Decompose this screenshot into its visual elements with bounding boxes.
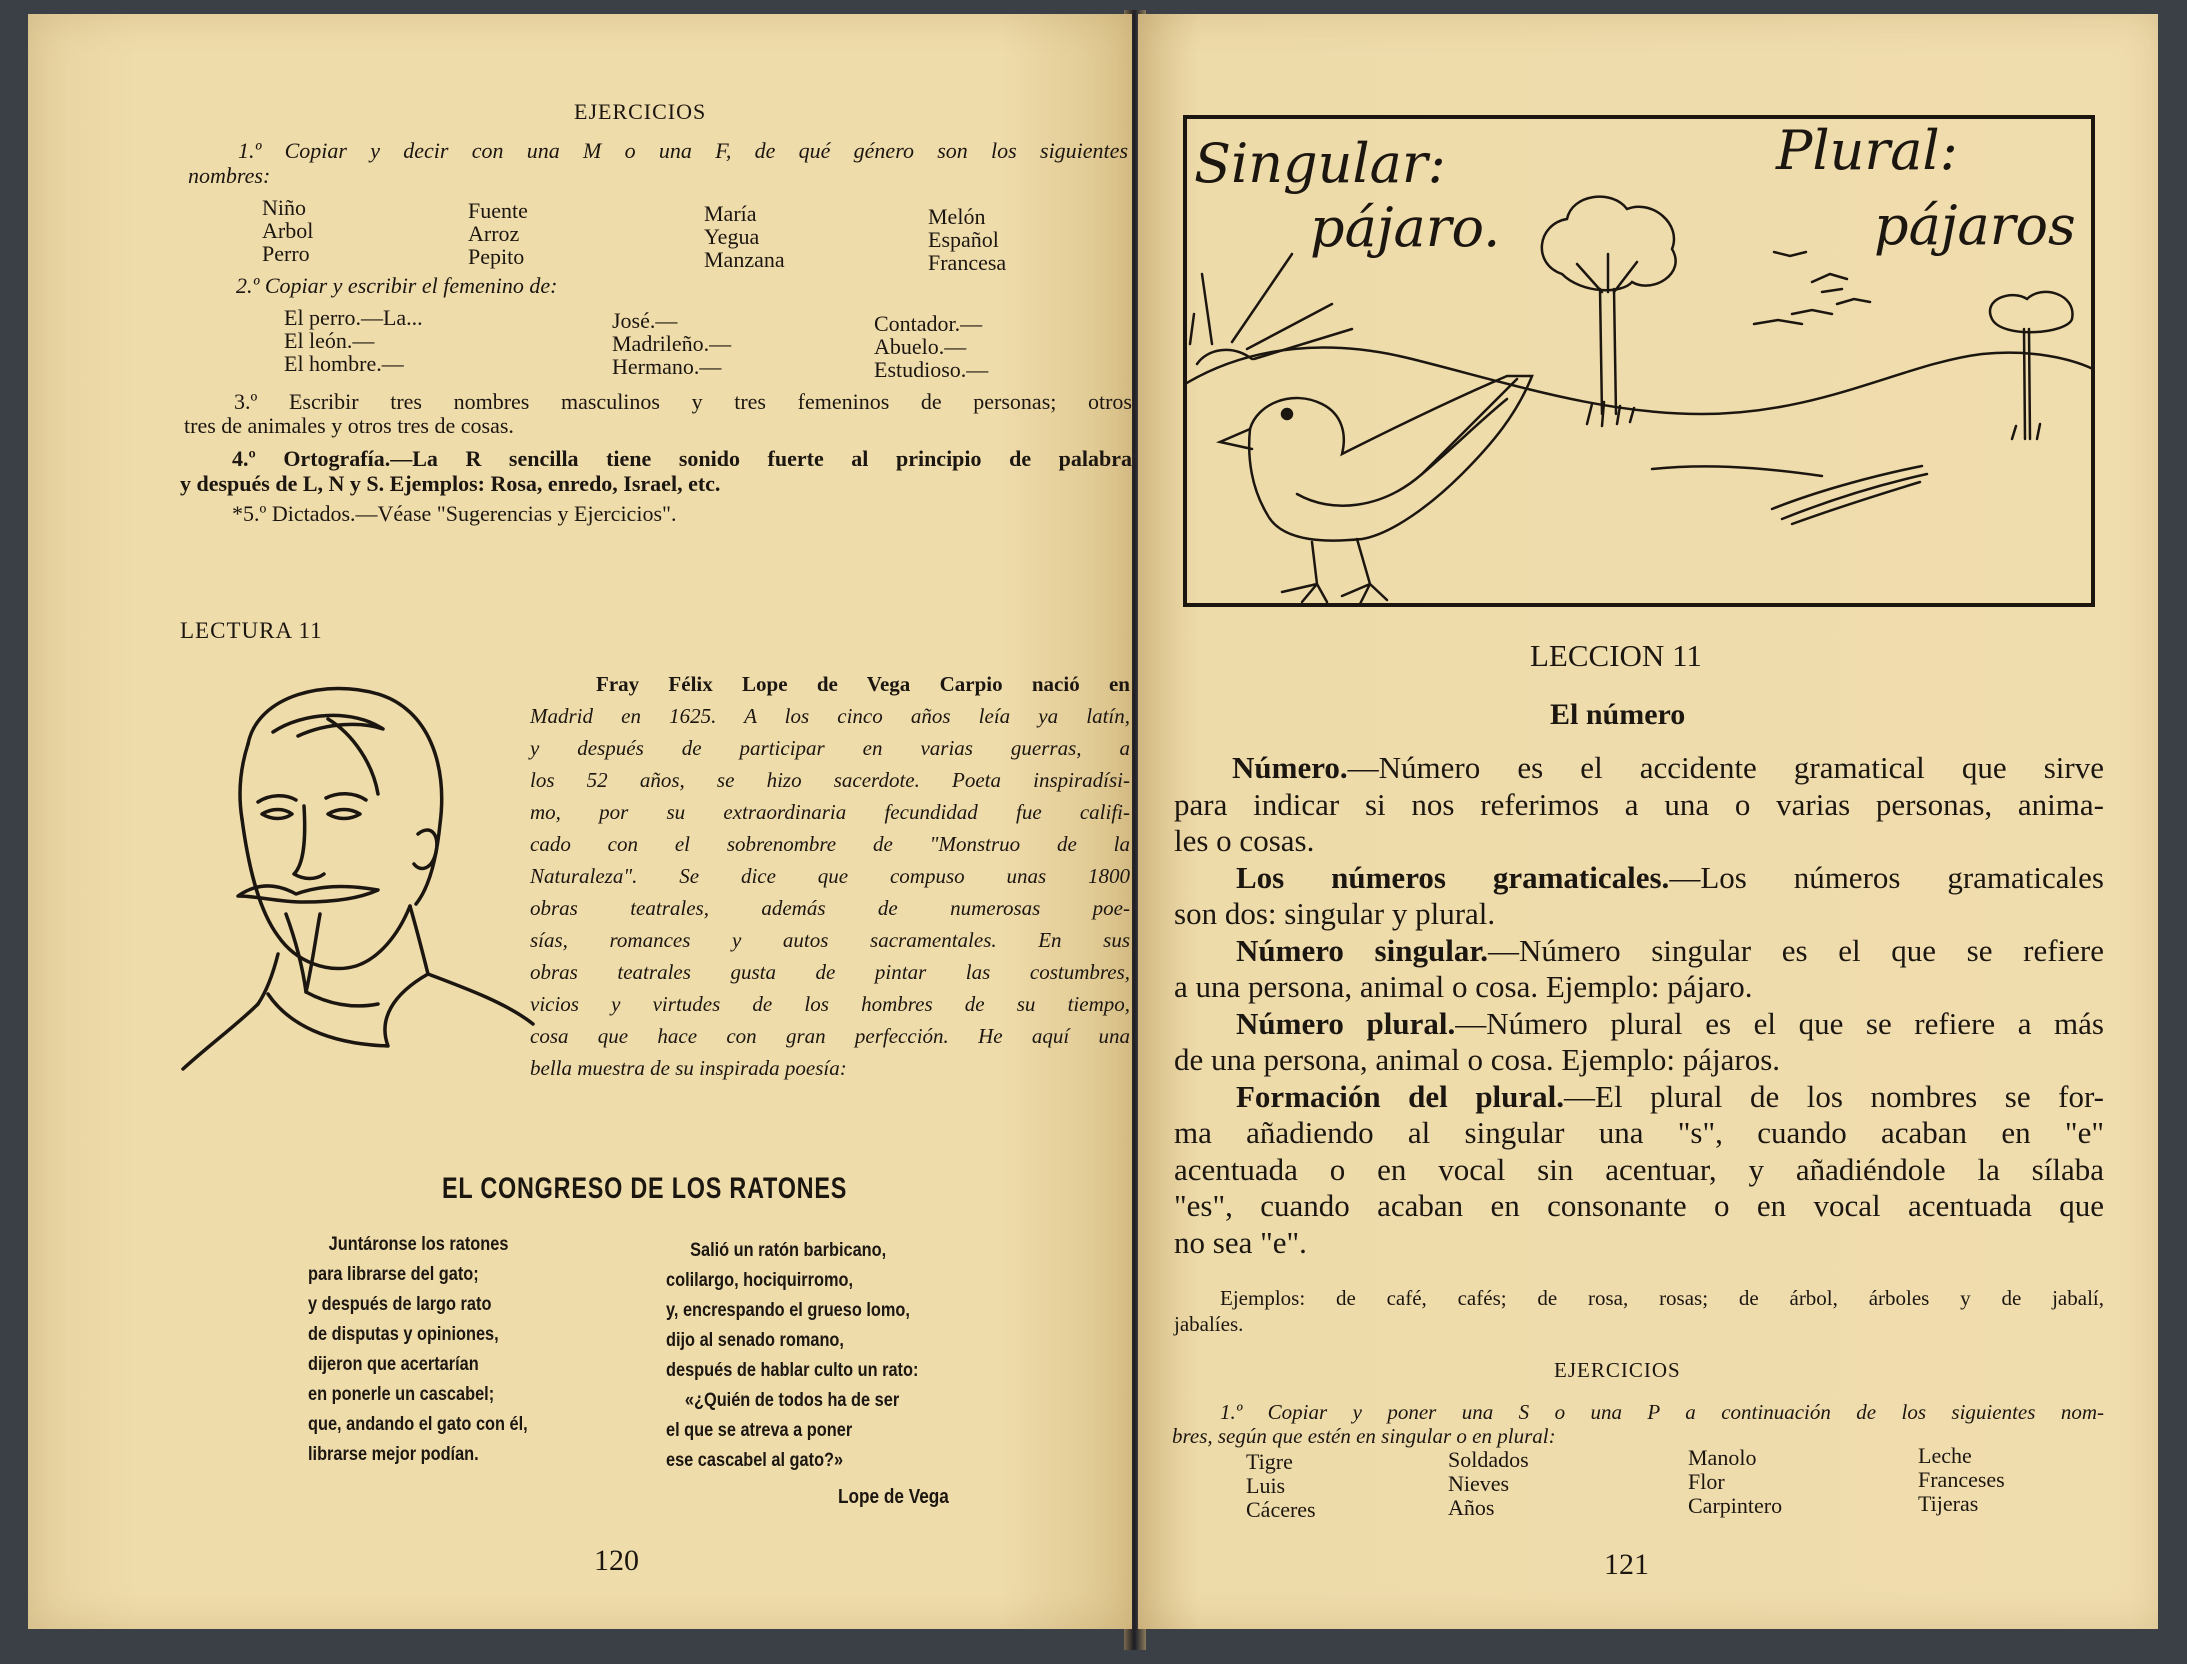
right-exercise-column-4 [1918, 1444, 2005, 1516]
exercise-2-line-1: 2.º Copiar y escribir el femenino de: [236, 273, 558, 298]
term-numero-singular: Número singular. [1236, 932, 1488, 968]
text: —Número singular es el que se refiere [1488, 932, 2104, 968]
poem-line: en ponerle un cascabel; [308, 1384, 495, 1405]
bio-line: obras teatrales, además de numerosas poe- [530, 896, 1130, 920]
term-numeros-gramaticales: Los números gramaticales. [1236, 859, 1670, 895]
poem-line: librarse mejor podían. [308, 1444, 479, 1465]
term-numero: Número. [1232, 750, 1348, 785]
bio-line: vicios y virtudes de los hombres de su tiempo, [530, 992, 1130, 1016]
text-line: les o cosas. [1174, 823, 1315, 858]
text-line: de una persona, animal o cosa. Ejemplo: pájaros. [1174, 1042, 1781, 1077]
paragraph-numeros-gramaticales [1174, 860, 2104, 897]
poem-line: que, andando el gato con él, [308, 1414, 528, 1435]
right-page [1138, 14, 2158, 1629]
word: El león.— [284, 328, 375, 353]
biography-paragraph [530, 668, 1130, 1084]
word: Arroz [468, 221, 520, 246]
bio-line [530, 668, 1130, 700]
word: Abuelo.— [874, 334, 967, 359]
right-exercise-1-line-2: bres, según que estén en singular o en plural: [1172, 1424, 1556, 1448]
word: Franceses [1918, 1467, 2005, 1492]
poem-line: y, encrespando el grueso lomo, [666, 1300, 910, 1321]
poem-line: de disputas y opiniones, [308, 1324, 499, 1345]
singular-label: Singular: [1194, 132, 1446, 195]
bio-line: obras teatrales gusta de pintar las costumbres, [530, 960, 1130, 984]
bio-line: Madrid en 1625. A los cinco años leía ya latín, [530, 704, 1130, 728]
page-number-right: 121 [1604, 1548, 1649, 1581]
word: Niño [262, 195, 306, 220]
right-exercise-column-2 [1448, 1448, 1529, 1520]
text: —El plural de los nombres se for- [1564, 1078, 2104, 1114]
poem-line: dijeron que acertarían [308, 1354, 479, 1375]
word: Hermano.— [612, 354, 722, 379]
exercise-1-column-4 [928, 205, 1006, 274]
exercise-5-line-1: *5.º Dictados.—Véase "Sugerencias y Ejercicios". [232, 501, 677, 526]
word: El perro.—La... [284, 305, 423, 330]
text-line: para indicar si nos referimos a una o varias personas, anima- [1174, 786, 2104, 822]
text-line: no sea "e". [1174, 1224, 1307, 1260]
right-exercise-1-line-1: 1.º Copiar y poner una S o una P a continuación de los siguientes nom- [1220, 1400, 2104, 1424]
word: Cáceres [1246, 1497, 1316, 1522]
singular-word: pájaro. [1310, 196, 1501, 259]
exercise-2-column-2 [612, 309, 731, 378]
poem-line: ese cascabel al gato?» [666, 1450, 844, 1471]
exercise-3-line-2: tres de animales y otros tres de cosas. [184, 413, 514, 438]
word: Flor [1688, 1469, 1725, 1494]
poem-title: EL CONGRESO DE LOS RATONES [442, 1172, 848, 1205]
examples-line-2: jabalíes. [1174, 1312, 1244, 1336]
poem-line: colilargo, hociquirromo, [666, 1270, 854, 1291]
exercise-1-line-2: nombres: [188, 163, 271, 188]
word: Estudioso.— [874, 357, 989, 382]
word: Leche [1918, 1443, 1972, 1468]
text-line: acentuada o en vocal sin acentuar, y añadiéndole la sílaba [1174, 1151, 2104, 1187]
paragraph-numero [1174, 750, 2104, 787]
word: Tijeras [1918, 1491, 1979, 1516]
bio-line: mo, por su extraordinaria fecundidad fue califi- [530, 800, 1130, 824]
word: Manzana [704, 247, 785, 272]
poem-line: Salió un ratón barbicano, [690, 1240, 887, 1261]
exercises-heading-right: EJERCICIOS [1554, 1358, 1681, 1382]
examples-line-1: Ejemplos: de café, cafés; de rosa, rosas; de árbol, árboles y de jabalí, [1220, 1286, 2104, 1310]
plural-label: Plural: [1776, 119, 1958, 182]
bio-line: y después de participar en varias guerras, a [530, 736, 1130, 760]
word: Español [928, 227, 999, 252]
lesson-title: LECCION 11 [1530, 638, 1702, 673]
word: Carpintero [1688, 1493, 1783, 1518]
word: Soldados [1448, 1447, 1529, 1472]
word: Años [1448, 1495, 1495, 1520]
word: Luis [1246, 1473, 1286, 1498]
poem-line: dijo al senado romano, [666, 1330, 844, 1351]
exercise-2-column-1 [284, 306, 423, 375]
word: El hombre.— [284, 351, 404, 376]
exercise-1-column-3 [704, 202, 785, 271]
word: José.— [612, 308, 678, 333]
word: Francesa [928, 250, 1007, 275]
bio-line: bella muestra de su inspirada poesía: [530, 1056, 847, 1080]
paragraph-numero-plural [1174, 1006, 2104, 1043]
poem-author: Lope de Vega [838, 1486, 949, 1508]
word: Yegua [704, 224, 760, 249]
text-line: "es", cuando acaban en consonante o en vocal acentuada que [1174, 1188, 2104, 1223]
poem-right-stanza [666, 1236, 918, 1476]
exercise-1-column-1 [262, 196, 313, 265]
text: —Número es el accidente gramatical que sirve [1347, 750, 2104, 785]
poem-line: y después de largo rato [308, 1294, 492, 1315]
term-formacion-plural: Formación del plural. [1236, 1078, 1565, 1114]
bio-line: sías, romances y autos sacramentales. En sus [530, 928, 1130, 952]
exercise-3-line-1: 3.º Escribir tres nombres masculinos y tres femeninos de personas; otros [234, 389, 1132, 414]
text-line: son dos: singular y plural. [1174, 896, 1496, 931]
exercises-heading: EJERCICIOS [574, 99, 707, 124]
word: Perro [262, 241, 310, 266]
text-line: a una persona, animal o cosa. Ejemplo: pájaro. [1174, 969, 1753, 1004]
exercise-1-line-1: 1.º Copiar y decir con una M o una F, de qué género son los siguientes [238, 138, 1128, 163]
word: Manolo [1688, 1445, 1757, 1470]
right-exercise-column-3 [1688, 1446, 1782, 1518]
exercise-4-line-1: 4.º Ortografía.—La R sencilla tiene sonido fuerte al principio de palabra [232, 446, 1132, 471]
singular-plural-illustration [1182, 114, 2098, 610]
word: María [704, 201, 757, 226]
term-numero-plural: Número plural. [1236, 1005, 1456, 1041]
poem-line: Juntáronse los ratones [328, 1234, 509, 1255]
exercise-2-column-3 [874, 312, 988, 381]
right-exercise-column-1 [1246, 1450, 1316, 1522]
bio-name: Fray Félix Lope de Vega Carpio nació en [596, 672, 1130, 696]
word: Fuente [468, 198, 528, 223]
lesson-subtitle: El número [1550, 698, 1686, 731]
lesson-body [1174, 750, 2104, 1261]
word: Pepito [468, 244, 525, 269]
poem-line: «¿Quién de todos ha de ser [684, 1390, 900, 1411]
left-page [28, 14, 1132, 1629]
lope-de-vega-portrait [178, 674, 538, 1084]
poem-line: después de hablar culto un rato: [666, 1360, 919, 1381]
page-number-left: 120 [594, 1544, 639, 1577]
exercise-1-column-2 [468, 199, 528, 268]
exercise-4-line-2: y después de L, N y S. Ejemplos: Rosa, enredo, Israel, etc. [180, 471, 721, 496]
bio-line: cosa que hace con gran perfección. He aquí una [530, 1024, 1130, 1048]
word: Contador.— [874, 311, 983, 336]
poem-line: el que se atreva a poner [666, 1420, 853, 1441]
word: Madrileño.— [612, 331, 732, 356]
bio-line: los 52 años, se hizo sacerdote. Poeta inspiradísi- [530, 768, 1130, 792]
paragraph-numero-singular [1174, 933, 2104, 970]
word: Tigre [1246, 1449, 1293, 1474]
poem-line: para librarse del gato; [308, 1264, 479, 1285]
word: Arbol [262, 218, 314, 243]
poem-left-stanza [308, 1230, 528, 1470]
word: Nieves [1448, 1471, 1510, 1496]
text-line: ma añadiendo al singular una "s", cuando acaban en "e" [1174, 1115, 2104, 1150]
bio-line: cado con el sobrenombre de "Monstruo de la [530, 832, 1130, 856]
word: Melón [928, 204, 986, 229]
paragraph-formacion-plural [1174, 1079, 2104, 1116]
text: —Los números gramaticales [1669, 859, 2104, 895]
plural-word: pájaros [1874, 194, 2076, 257]
bio-line: Naturaleza". Se dice que compuso unas 1800 [530, 864, 1130, 888]
reading-title: LECTURA 11 [180, 618, 323, 643]
text: —Número plural es el que se refiere a más [1455, 1005, 2104, 1041]
